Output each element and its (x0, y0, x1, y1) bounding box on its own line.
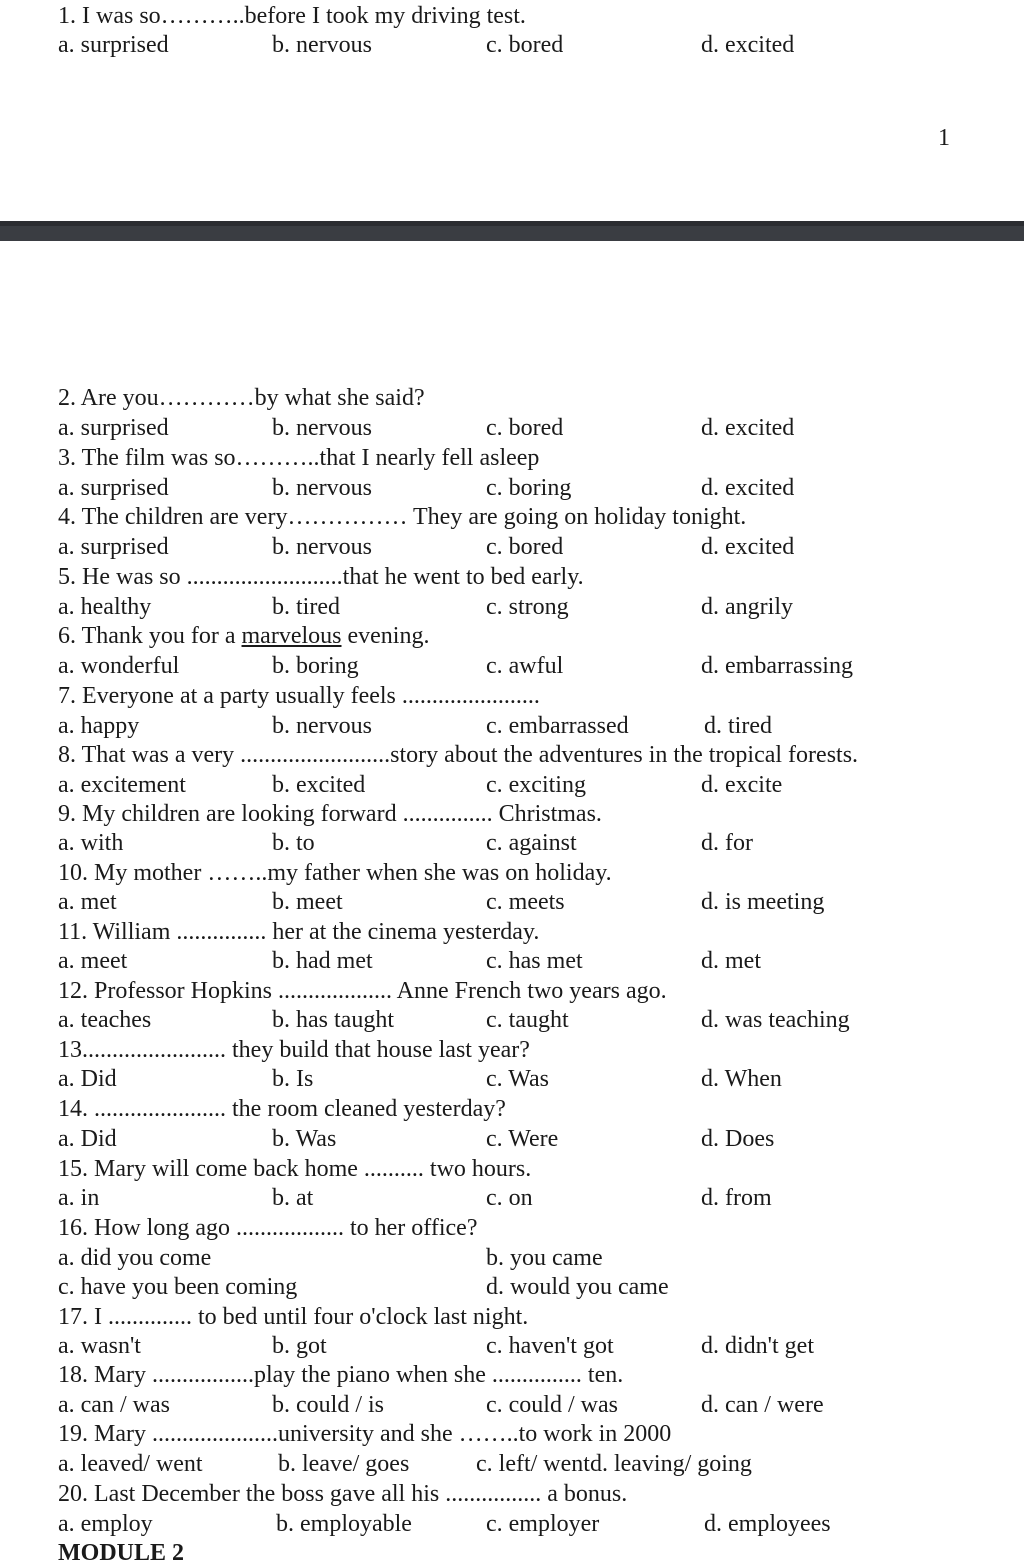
q1-stem: 1. I was so………..before I took my driving test. (58, 3, 526, 29)
q11-option-c: c. has met (486, 948, 583, 974)
q2-option-a: a. surprised (58, 415, 169, 441)
q5-stem: 5. He was so ..........................that he went to bed early. (58, 564, 584, 590)
q19-stem: 19. Mary .....................university and she ……..to work in 2000 (58, 1421, 672, 1447)
q6-option-b: b. boring (272, 653, 359, 679)
q19-option-a: a. leaved/ went (58, 1451, 203, 1477)
q14-option-b: b. Was (272, 1126, 337, 1152)
q2-option-c: c. bored (486, 415, 564, 441)
q7-option-a: a. happy (58, 713, 140, 739)
q14-option-c: c. Were (486, 1126, 559, 1152)
q14-stem: 14. ...................... the room cleaned yesterday? (58, 1096, 506, 1122)
q5-option-c: c. strong (486, 594, 569, 620)
q13-stem: 13........................ they build that house last year? (58, 1037, 530, 1063)
q9-option-b: b. to (272, 830, 315, 856)
q1-option-c: c. bored (486, 32, 564, 58)
q6-underlined-word: marvelous (241, 623, 342, 649)
q11-stem: 11. William ............... her at the cinema yesterday. (58, 919, 540, 945)
q4-option-c: c. bored (486, 534, 564, 560)
q6-option-d: d. embarrassing (701, 653, 853, 679)
q20-option-d: d. employees (704, 1511, 831, 1537)
q17-stem: 17. I .............. to bed until four o'clock last night. (58, 1304, 529, 1330)
page-number: 1 (938, 125, 950, 151)
q9-option-c: c. against (486, 830, 577, 856)
q14-option-d: d. Does (701, 1126, 775, 1152)
q15-option-c: c. on (486, 1185, 533, 1211)
q15-stem: 15. Mary will come back home .......... two hours. (58, 1156, 532, 1182)
q3-option-b: b. nervous (272, 475, 372, 501)
q9-option-a: a. with (58, 830, 124, 856)
q1-option-b: b. nervous (272, 32, 372, 58)
q13-option-c: c. Was (486, 1066, 549, 1092)
page-divider-edge (0, 221, 1024, 226)
q7-option-c: c. embarrassed (486, 713, 629, 739)
q18-option-a: a. can / was (58, 1392, 170, 1418)
q15-option-a: a. in (58, 1185, 100, 1211)
q4-stem: 4. The children are very…………… They are going on holiday tonight. (58, 504, 747, 530)
q12-option-d: d. was teaching (701, 1007, 850, 1033)
q5-option-b: b. tired (272, 594, 340, 620)
q8-option-c: c. exciting (486, 772, 586, 798)
q16-option-d: d. would you came (486, 1274, 669, 1300)
q7-stem: 7. Everyone at a party usually feels ....................... (58, 683, 540, 709)
q4-option-b: b. nervous (272, 534, 372, 560)
q12-option-a: a. teaches (58, 1007, 152, 1033)
q11-option-a: a. meet (58, 948, 128, 974)
q6-stem-end: evening. (341, 623, 430, 649)
q11-option-d: d. met (701, 948, 761, 974)
q17-option-c: c. haven't got (486, 1333, 614, 1359)
q8-stem: 8. That was a very .........................story about the adventures in the tropical forests. (58, 742, 859, 768)
q10-option-a: a. met (58, 889, 117, 915)
q9-stem: 9. My children are looking forward ............... Christmas. (58, 801, 602, 827)
q4-option-a: a. surprised (58, 534, 169, 560)
q8-option-d: d. excite (701, 772, 783, 798)
q10-option-d: d. is meeting (701, 889, 825, 915)
q17-option-d: d. didn't get (701, 1333, 814, 1359)
q8-option-b: b. excited (272, 772, 366, 798)
q18-option-d: d. can / were (701, 1392, 824, 1418)
q16-stem: 16. How long ago .................. to her office? (58, 1215, 478, 1241)
q10-option-b: b. meet (272, 889, 343, 915)
q15-option-b: b. at (272, 1185, 314, 1211)
q17-option-b: b. got (272, 1333, 327, 1359)
q6-option-c: c. awful (486, 653, 564, 679)
q13-option-b: b. Is (272, 1066, 314, 1092)
q20-stem: 20. Last December the boss gave all his ................ a bonus. (58, 1481, 628, 1507)
q10-option-c: c. meets (486, 889, 565, 915)
q20-option-a: a. employ (58, 1511, 153, 1537)
q16-option-b: b. you came (486, 1245, 603, 1271)
q12-stem: 12. Professor Hopkins ................... Anne French two years ago. (58, 978, 667, 1004)
q3-option-d: d. excited (701, 475, 795, 501)
q5-option-a: a. healthy (58, 594, 152, 620)
q18-option-c: c. could / was (486, 1392, 618, 1418)
q12-option-c: c. taught (486, 1007, 569, 1033)
q13-option-d: d. When (701, 1066, 782, 1092)
q1-option-d: d. excited (701, 32, 795, 58)
q2-option-d: d. excited (701, 415, 795, 441)
q13-option-a: a. Did (58, 1066, 117, 1092)
q2-stem: 2. Are you…………by what she said? (58, 385, 425, 411)
q12-option-b: b. has taught (272, 1007, 394, 1033)
q20-option-c: c. employer (486, 1511, 600, 1537)
q6-option-a: a. wonderful (58, 653, 180, 679)
q6-stem (58, 622, 429, 652)
q18-stem: 18. Mary .................play the piano when she ............... ten. (58, 1362, 624, 1388)
q6-stem-start: 6. Thank you for a (58, 623, 242, 649)
q10-stem: 10. My mother ……..my father when she was on holiday. (58, 860, 612, 886)
q9-option-d: d. for (701, 830, 753, 856)
q2-option-b: b. nervous (272, 415, 372, 441)
q3-stem: 3. The film was so………..that I nearly fell asleep (58, 445, 540, 471)
q8-option-a: a. excitement (58, 772, 186, 798)
q20-option-b: b. employable (276, 1511, 412, 1537)
q18-option-b: b. could / is (272, 1392, 384, 1418)
q16-option-c: c. have you been coming (58, 1274, 298, 1300)
q15-option-d: d. from (701, 1185, 772, 1211)
q19-option-c: c. left/ wentd. leaving/ going (476, 1451, 752, 1477)
q7-option-b: b. nervous (272, 713, 372, 739)
q11-option-b: b. had met (272, 948, 373, 974)
q14-option-a: a. Did (58, 1126, 117, 1152)
q4-option-d: d. excited (701, 534, 795, 560)
q7-option-d: d. tired (704, 713, 772, 739)
q19-option-b: b. leave/ goes (278, 1451, 410, 1477)
q3-option-a: a. surprised (58, 475, 169, 501)
q17-option-a: a. wasn't (58, 1333, 141, 1359)
q5-option-d: d. angrily (701, 594, 793, 620)
q16-option-a: a. did you come (58, 1245, 212, 1271)
q3-option-c: c. boring (486, 475, 572, 501)
q1-option-a: a. surprised (58, 32, 169, 58)
module-heading: MODULE 2 (58, 1540, 184, 1566)
